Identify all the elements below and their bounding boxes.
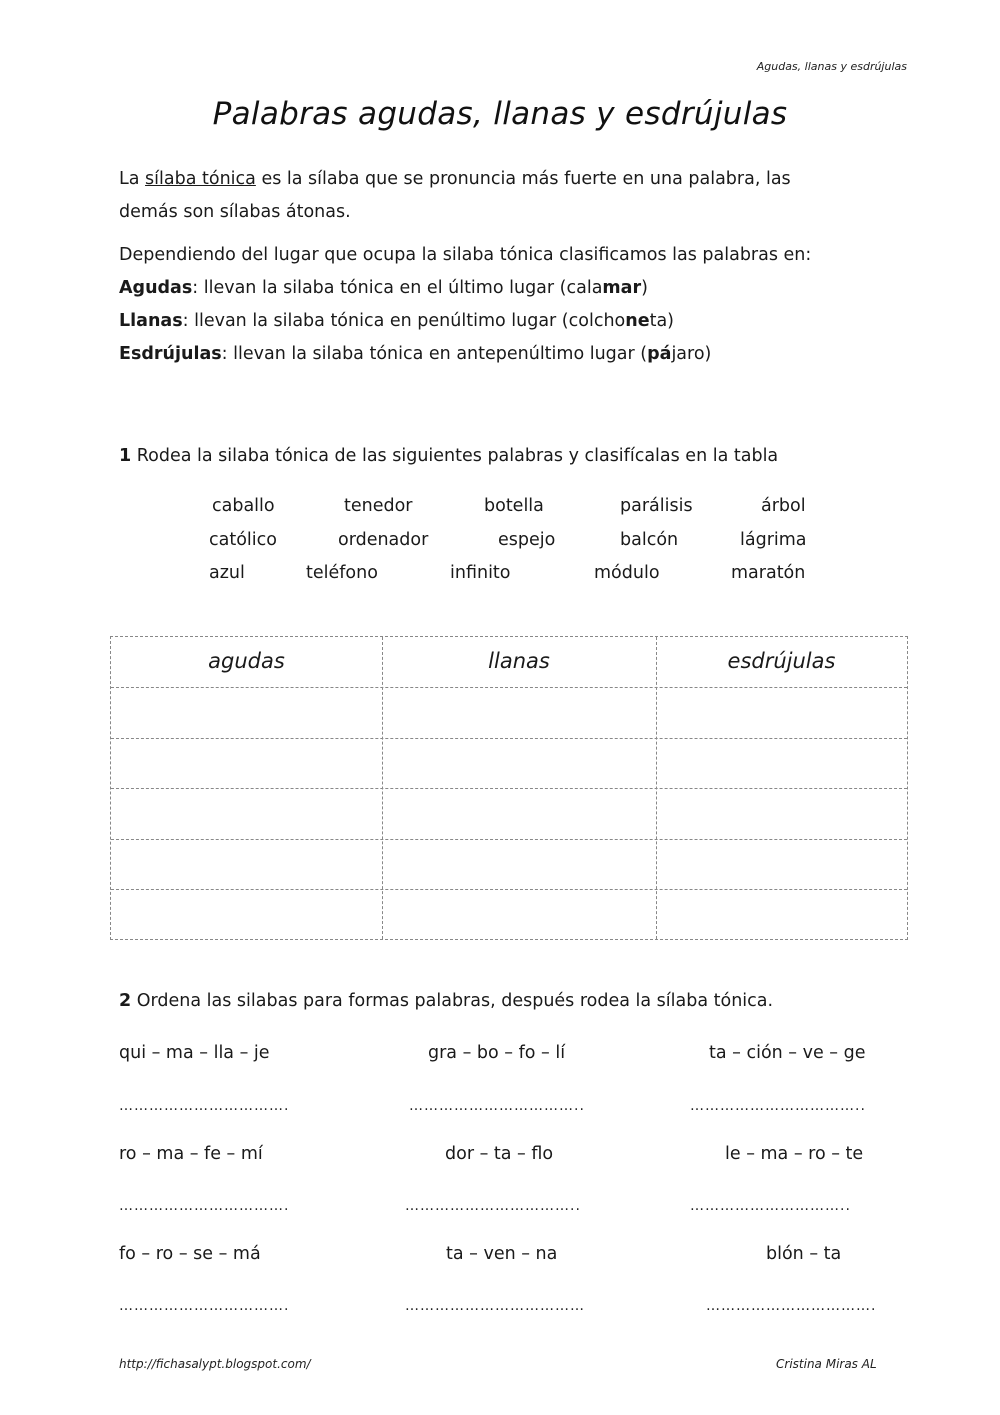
- definition-llanas: Llanas: llevan la silaba tónica en penúltimo lugar (colchoneta): [119, 311, 674, 331]
- table-header-llanas: llanas: [488, 649, 550, 673]
- intro-paragraph: La sílaba tónica es la sílaba que se pronuncia más fuerte en una palabra, las demás son sílabas átonas.: [119, 169, 791, 222]
- answer-line[interactable]: …………………………….: [119, 1198, 290, 1214]
- word-bank-item: tenedor: [344, 496, 413, 516]
- definition-agudas: Agudas: llevan la silaba tónica en el último lugar (calamar): [119, 278, 648, 298]
- word-bank-item: ordenador: [338, 530, 429, 550]
- syllable-item: dor – ta – flo: [445, 1144, 554, 1164]
- classification-table: [110, 636, 908, 940]
- syllable-item: le – ma – ro – te: [725, 1144, 864, 1164]
- footer-author: Cristina Miras AL: [776, 1357, 877, 1371]
- answer-cell[interactable]: [383, 688, 656, 738]
- answer-line[interactable]: ……………………………..: [409, 1098, 585, 1114]
- answer-cell[interactable]: [111, 688, 382, 738]
- exercise-2-instruction: 2 Ordena las silabas para formas palabras, después rodea la sílaba tónica.: [119, 991, 774, 1011]
- exercise-1-instruction: 1 Rodea la silaba tónica de las siguientes palabras y clasifícalas en la tabla: [119, 446, 779, 466]
- word-bank-item: espejo: [498, 530, 556, 550]
- syllable-item: fo – ro – se – má: [119, 1244, 261, 1264]
- word-bank-item: caballo: [212, 496, 275, 516]
- running-header: Agudas, llanas y esdrújulas: [756, 60, 907, 73]
- classification-paragraph: Dependiendo del lugar que ocupa la silaba tónica clasificamos las palabras en: Agudas: llevan la silaba tónica en el último lugar (calamar) Llanas: llevan la silaba tónica en penúltimo lugar (colchoneta) Esdrújulas: llevan la silaba tónica en antepenúltimo lugar (pájaro): [119, 239, 889, 371]
- answer-line[interactable]: …………………………..: [690, 1198, 851, 1214]
- syllable-item: gra – bo – fo – lí: [428, 1043, 566, 1063]
- answer-cell[interactable]: [657, 688, 907, 738]
- answer-line[interactable]: …………………………….: [706, 1298, 877, 1314]
- word-bank-item: teléfono: [306, 563, 378, 583]
- word-bank-item: azul: [209, 563, 245, 583]
- answer-line[interactable]: …………………………….: [119, 1298, 290, 1314]
- syllable-item: ta – ción – ve – ge: [709, 1043, 866, 1063]
- word-bank-item: parálisis: [620, 496, 693, 516]
- syllable-item: ta – ven – na: [446, 1244, 558, 1264]
- page-title: Palabras agudas, llanas y esdrújulas: [212, 96, 788, 132]
- word-bank-item: módulo: [594, 563, 660, 583]
- word-bank-item: árbol: [761, 496, 806, 516]
- answer-line[interactable]: ……………………………..: [690, 1098, 866, 1114]
- word-bank-item: católico: [209, 530, 277, 550]
- word-bank-item: maratón: [731, 563, 806, 583]
- table-header-esdrujulas: esdrújulas: [727, 649, 836, 673]
- answer-line[interactable]: ………………………………: [405, 1298, 585, 1314]
- word-bank-item: botella: [484, 496, 544, 516]
- definition-esdrujulas: Esdrújulas: llevan la silaba tónica en antepenúltimo lugar (pájaro): [119, 344, 712, 364]
- syllable-item: ro – ma – fe – mí: [119, 1144, 263, 1164]
- syllable-item: blón – ta: [766, 1244, 842, 1264]
- syllable-item: qui – ma – lla – je: [119, 1043, 270, 1063]
- answer-line[interactable]: ……………………………..: [405, 1198, 581, 1214]
- word-bank-item: balcón: [620, 530, 679, 550]
- table-header-agudas: agudas: [208, 649, 285, 673]
- term-silaba-tonica: sílaba tónica: [145, 169, 256, 189]
- answer-line[interactable]: …………………………….: [119, 1098, 290, 1114]
- word-bank-item: lágrima: [740, 530, 807, 550]
- footer-url: http://fichasalypt.blogspot.com/: [119, 1357, 311, 1371]
- word-bank-item: infinito: [450, 563, 511, 583]
